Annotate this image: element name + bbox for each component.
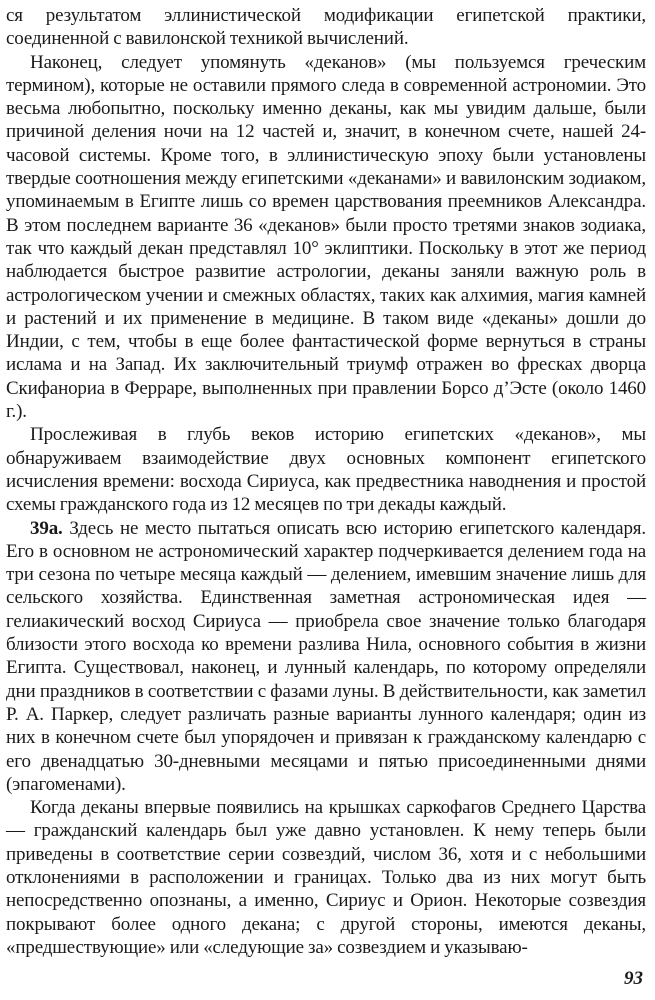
- paragraph-decans-history: Прослеживая в глубь веков историю египетских «деканов», мы обнаруживаем взаимодействие двух основных компонент египетского исчисления времени: восхода Сириуса, как предвестника наводнения и простой схемы гражданского года из 12 месяцев по три декады каждый.: [6, 424, 646, 516]
- paragraph-section-39a: [6, 517, 646, 797]
- section-39a-text: Здесь не место пытаться описать всю историю египетского календаря. Его в основном не астрономический характер подчеркивается делением года на три сезона по четыре месяца каждый — делением, имевшим значение лишь для сельского хозяйства. Единственная заметная астрономическая идея — гелиакический восход Сириуса — приобрела свое значение только благодаря близости этого восхода ко времени разлива Нила, основного события в жизни Египта. Существовал, наконец, и лунный календарь, по которому определяли дни праздников в соответствии с фазами луны. В действительности, как заметил Р. А. Паркер, следует различать разные варианты лунного календаря; один из них в конечном счете был упорядочен и привязан к гражданскому календарю с его двенадцатью 30-дневными месяцами и пятью присоединенными днями (эпагоменами).: [6, 517, 646, 795]
- book-page: [6, 4, 646, 959]
- section-number: 39a.: [30, 517, 63, 539]
- paragraph-continuation: ся результатом эллинистической модификации египетской практики, соединенной с вавилонской техникой вычислений.: [6, 5, 646, 50]
- paragraph-sarcophagi: Когда деканы впервые появились на крышках саркофагов Среднего Царства — гражданский календарь был уже давно установлен. К нему теперь были приведены в соответствие серии созвездий, числом 36, хотя и с небольшими отклонениями в расположении и границах. Только два из них могут быть непосредственно опознаны, а именно, Сириус и Орион. Некоторые созвездия покрывают более одного декана; с другой стороны, имеются деканы, «предшествующие» или «следующие за» созвездием и указываю-: [6, 797, 646, 958]
- page-number: 93: [624, 968, 643, 989]
- paragraph-decans-intro: Наконец, следует упомянуть «деканов» (мы пользуемся греческим термином), которые не оставили прямого следа в современной астрономии. Это весьма любопытно, поскольку именно деканы, как мы увидим дальше, были причиной деления ночи на 12 частей и, значит, в конечном счете, нашей 24-часовой системы. Кроме того, в эллинистическую эпоху были установлены твердые соотношения между египетскими «деканами» и вавилонским зодиаком, упоминаемым в Египте лишь со времен царствования преемников Александра. В этом последнем варианте 36 «деканов» были просто третями знаков зодиака, так что каждый декан представлял 10° эклиптики. Поскольку в этот же период наблюдается быстрое развитие астрологии, деканы заняли важную роль в астрологическом учении и смежных областях, таких как алхимия, магия камней и растений и их применение в медицине. В таком виде «деканы» дошли до Индии, с тем, чтобы в еще более фантастической форме вернуться в страны ислама и на Запад. Их заключительный триумф отражен во фресках дворца Скифанориа в Ферраре, выполненных при правлении Борсо д’Эсте (около 1460 г.).: [6, 51, 646, 423]
